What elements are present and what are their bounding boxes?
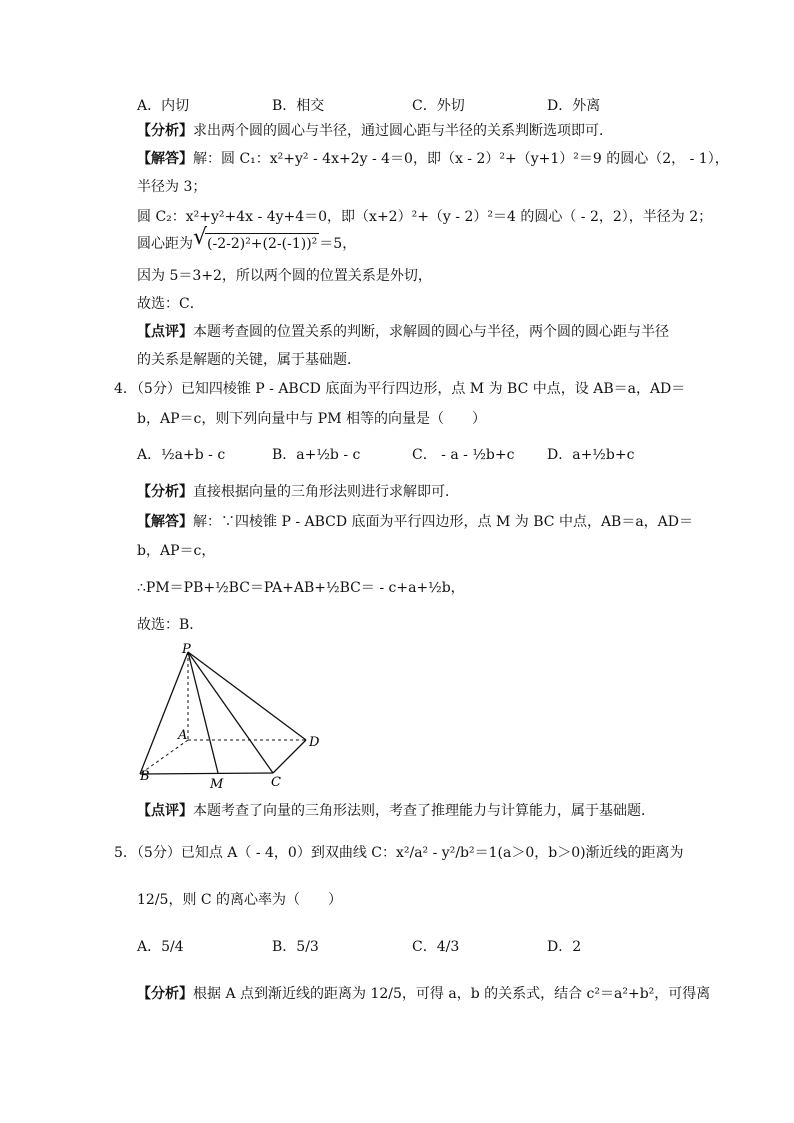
q3-analysis-line (137, 121, 613, 141)
q5-stem-line-1: 5．（5分）已知点 A（ - 4，0）到双曲线 C：x²/a² - y²/b²＝1(a＞0，b＞0)渐近线的距离为 (114, 845, 684, 861)
q5-option-c: C．4/3 (412, 939, 460, 955)
q3-solution-line-2: 半径为 3； (137, 179, 207, 195)
q4-comment-line (137, 801, 655, 821)
analysis-text: 根据 A 点到渐近线的距离为 12/5，可得 a，b 的关系式，结合 c²＝a²+b²，可得离 (193, 986, 711, 1002)
analysis-tag: 【分析】 (137, 986, 193, 1002)
comment-tag: 【点评】 (137, 324, 193, 340)
comment-tag: 【点评】 (137, 803, 193, 819)
analysis-text: 求出两个圆的圆心与半径，通过圆心距与半径的关系判断选项即可． (193, 123, 613, 139)
pyramid-figure (130, 640, 330, 792)
edge-PM (188, 652, 218, 773)
q3-option-c: C．外切 (412, 98, 465, 114)
q3-solution-line-4 (137, 225, 357, 254)
q4-solution-line-1 (137, 512, 693, 532)
q4-solution-line-4: 故选：B． (137, 617, 204, 633)
edge-CD (273, 740, 306, 773)
analysis-tag: 【分析】 (137, 484, 193, 500)
q4-option-c: C． - a - ½b+c (412, 447, 515, 463)
q5-analysis-line (137, 984, 710, 1004)
q4-analysis-line (137, 482, 459, 502)
q3-comment-line-1 (137, 322, 669, 342)
q4-option-d: D．a+½b+c (547, 447, 635, 463)
label-M: M (210, 777, 224, 792)
q4-option-a: A．½a+b - c (137, 447, 226, 463)
q4-stem-line-1: 4．（5分）已知四棱锥 P - ABCD 底面为平行四边形，点 M 为 BC 中点，设 AB＝a，AD＝ (114, 381, 686, 397)
solution-text: 解：∵四棱锥 P - ABCD 底面为平行四边形，点 M 为 BC 中点，AB＝a，AD＝ (193, 514, 694, 530)
label-C: C (271, 775, 281, 790)
q3-solution-line-3: 圆 C₂：x²+y²+4x - 4y+4＝0，即（x+2）²+（y - 2）²＝4 的圆心（ - 2，2），半径为 2； (137, 209, 713, 225)
sqrt-expression: √ (-2-2)²+(2-(-1))² (193, 225, 318, 252)
comment-text: 本题考查了向量的三角形法则，考查了推理能力与计算能力，属于基础题． (193, 803, 655, 819)
sqrt-radicand: (-2-2)²+(2-(-1))² (205, 233, 319, 252)
q3-solution-line-6: 故选：C． (137, 296, 204, 312)
label-B: B (140, 769, 150, 784)
q3-option-d: D．外离 (547, 98, 601, 114)
solution-tag: 【解答】 (137, 514, 193, 530)
q4-stem-line-2: b，AP＝c，则下列向量中与 PM 相等的向量是（ ） (137, 411, 486, 427)
edge-PC (188, 652, 273, 773)
q3-solution-line-1 (137, 149, 729, 169)
distance-suffix: ＝5， (319, 236, 357, 252)
q4-option-b: B．a+½b - c (272, 447, 361, 463)
q5-option-b: B．5/3 (272, 939, 319, 955)
label-P: P (182, 642, 191, 657)
q5-stem-line-2: 12/5，则 C 的离心率为（ ） (137, 892, 343, 908)
distance-prefix: 圆心距为 (137, 236, 193, 252)
analysis-text: 直接根据向量的三角形法则进行求解即可． (193, 484, 459, 500)
edge-PD (188, 652, 306, 740)
q5-option-a: A．5/4 (137, 939, 184, 955)
q4-solution-line-2: b，AP＝c， (137, 543, 216, 559)
q4-solution-line-3: ∴PM＝PB+½BC＝PA+AB+½BC＝ - c+a+½b， (137, 580, 465, 596)
q3-option-b: B．相交 (272, 98, 325, 114)
solution-tag: 【解答】 (137, 151, 193, 167)
edge-BC (140, 773, 273, 774)
edge-PB (140, 652, 188, 774)
comment-text: 本题考查圆的位置关系的判断，求解圆的圆心与半径，两个圆的圆心距与半径 (193, 324, 669, 340)
q5-option-d: D．2 (547, 939, 582, 955)
analysis-tag: 【分析】 (137, 123, 193, 139)
q3-comment-line-2: 的关系是解题的关键，属于基础题． (137, 352, 361, 368)
solution-text: 解：圆 C₁：x²+y² - 4x+2y - 4＝0，即（x - 2）²+（y+1）²＝9 的圆心（2， - 1）， (193, 151, 729, 167)
label-D: D (309, 735, 320, 750)
label-A: A (178, 728, 188, 743)
q3-solution-line-5: 因为 5＝3+2，所以两个圆的位置关系是外切， (137, 268, 432, 284)
q3-option-a: A．内切 (137, 98, 190, 114)
